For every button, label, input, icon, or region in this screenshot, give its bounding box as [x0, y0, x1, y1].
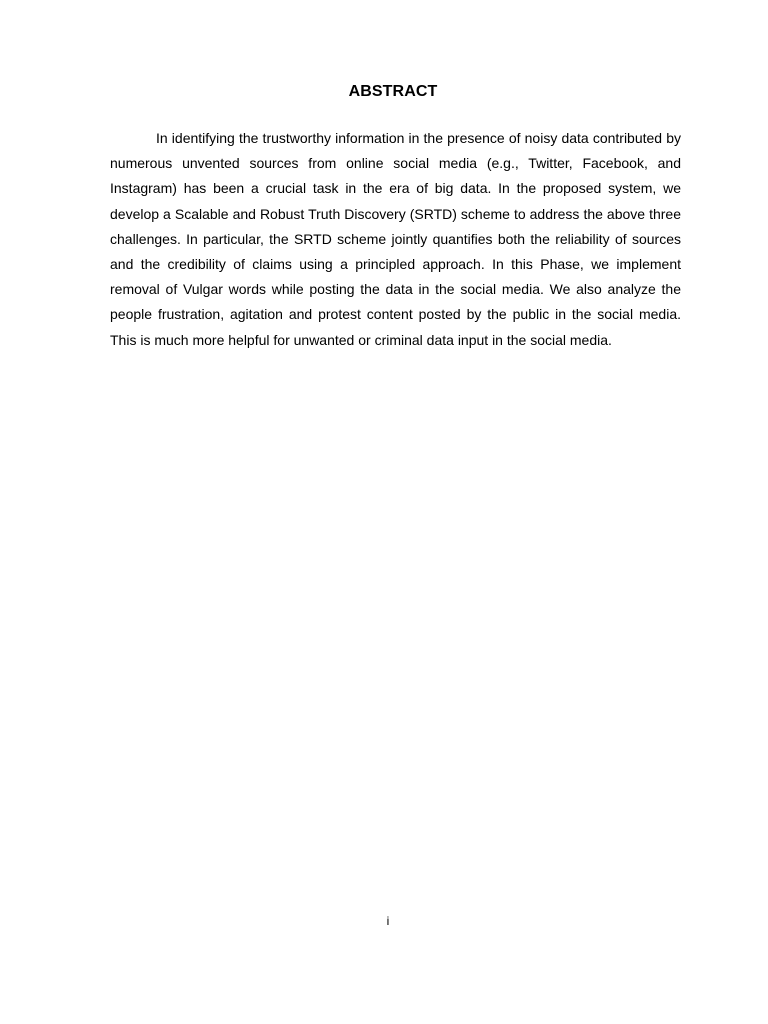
page-number: i: [386, 914, 390, 928]
abstract-paragraph: In identifying the trustworthy information in the presence of noisy data contributed by numerous unvented sources from online social media (e.g., Twitter, Facebook, and Instagram) has been a crucial task in the era of big data. In the proposed system, we develop a Scalable and Robust Truth Discovery (SRTD) scheme to address the above three challenges. In particular, the SRTD scheme jointly quantifies both the reliability of sources and the credibility of claims using a principled approach. In this Phase, we implement removal of Vulgar words while posting the data in the social media. We also analyze the people frustration, agitation and protest content posted by the public in the social media. This is much more helpful for unwanted or criminal data input in the social media.: [110, 130, 681, 348]
abstract-heading: ABSTRACT: [348, 83, 438, 100]
